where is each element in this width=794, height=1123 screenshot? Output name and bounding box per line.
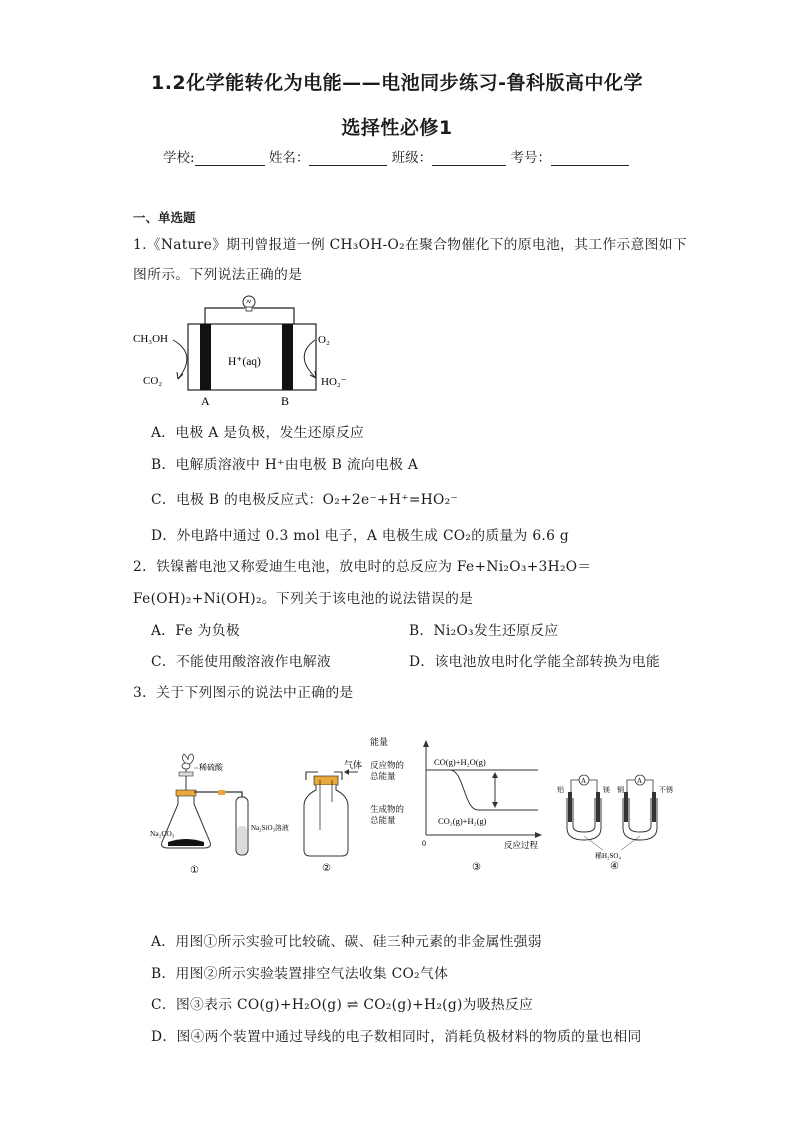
top-level-label: CO(g)+H₂O(g) [434, 757, 486, 767]
q3-figure1-apparatus [148, 752, 289, 880]
light-bulb-icon [243, 296, 255, 311]
q3-figure4-galvanic-cells [555, 770, 685, 875]
na2co3-label: Na₂CO₃ [150, 829, 175, 838]
page-title: 1.2化学能转化为电能——电池同步练习-鲁科版高中化学 [150, 72, 644, 94]
name-blank[interactable] [309, 151, 387, 166]
page-subtitle: 选择性必修1 [341, 117, 453, 139]
product-energy-label-1: 生成物的 [370, 804, 405, 814]
number-label: 考号： [510, 150, 551, 166]
class-blank[interactable] [432, 151, 506, 166]
school-blank[interactable] [195, 151, 265, 166]
reactant-energy-label-2: 总能量 [370, 771, 396, 781]
school-label: 学校: [163, 150, 195, 166]
name-label: 姓名： [268, 150, 310, 166]
q1-battery-diagram [128, 294, 358, 409]
q3-option-d[interactable]: D．图④两个装置中通过导线的电子数相同时，消耗负极材料的物质的量也相同 [151, 1029, 642, 1045]
bottom-level-label: CO₂(g)+H₂(g) [438, 816, 487, 826]
reaction-process-label: 反应过程 [504, 840, 539, 850]
acid-label: 稀硫酸 [199, 763, 223, 772]
na2sio3-label: Na₂SiO₃溶液 [251, 824, 289, 832]
q1-option-d[interactable]: D．外电路中通过 0.3 mol 电子，A 电极生成 CO₂的质量为 6.6 g [151, 528, 569, 544]
number-blank[interactable] [551, 151, 629, 166]
q2-option-d[interactable]: D．该电池放电时化学能全部转换为电能 [409, 654, 661, 670]
q1-option-a[interactable]: A．电极 A 是负极，发生还原反应 [151, 425, 365, 441]
o2-label: O₂ [318, 334, 330, 346]
ch3oh-label: CH₃OH [133, 333, 169, 345]
q2-stem-line2: Fe(OH)₂+Ni(OH)₂。下列关于该电池的说法错误的是 [133, 591, 474, 607]
electrode-b-label: B [281, 394, 290, 408]
electrolyte-label: H⁺(aq) [228, 356, 261, 368]
gas-label: 气体 [344, 760, 363, 770]
student-info-line [163, 146, 629, 166]
fig1-number: ① [190, 865, 199, 876]
energy-axis-label: 能量 [370, 737, 389, 747]
class-label: 班级： [391, 150, 433, 166]
ho2-label: HO₂⁻ [321, 376, 347, 388]
q3-figure2-gas-bottle [296, 760, 376, 875]
product-energy-label-2: 总能量 [370, 815, 396, 825]
q1-stem-line2: 图所示。下列说法正确的是 [133, 267, 303, 283]
fig4-number: ④ [610, 861, 619, 872]
section-heading: 一、单选题 [133, 210, 196, 225]
co2-label: CO₂ [143, 375, 163, 387]
q1-option-b[interactable]: B．电解质溶液中 H⁺由电极 B 流向电极 A [151, 457, 419, 473]
steel-label: 不锈 [659, 786, 673, 794]
q3-option-c[interactable]: C．图③表示 CO(g)+H₂O(g) ⇌ CO₂(g)+H₂(g)为吸热反应 [151, 997, 534, 1013]
q2-option-a[interactable]: A．Fe 为负极 [151, 623, 240, 639]
reactant-energy-label-1: 反应物的 [370, 760, 405, 770]
q3-stem: 3．关于下列图示的说法中正确的是 [133, 685, 354, 701]
ammeter1-label: A [581, 777, 587, 785]
q2-option-b[interactable]: B．Ni₂O₃发生还原反应 [409, 623, 559, 639]
q1-stem-line1: 1.《Nature》期刊曾报道一例 CH₃OH-O₂在聚合物催化下的原电池，其工作示意图如下 [133, 237, 687, 253]
cu-label: 铜 [617, 786, 624, 794]
al-label: 铝 [557, 786, 564, 794]
q1-option-c[interactable]: C．电极 B 的电极反应式：O₂+2e⁻+H⁺=HO₂⁻ [151, 492, 459, 508]
h2so4-label: 稀H₂SO₄ [595, 852, 621, 860]
q2-stem-line1: 2．铁镍蓄电池又称爱迪生电池，放电时的总反应为 Fe+Ni₂O₃+3H₂O＝ [133, 559, 592, 575]
q3-option-b[interactable]: B．用图②所示实验装置排空气法收集 CO₂气体 [151, 966, 449, 982]
origin-label: 0 [422, 839, 426, 848]
q3-option-a[interactable]: A．用图①所示实验可比较硫、碳、硅三种元素的非金属性强弱 [151, 934, 542, 950]
fig2-number: ② [322, 863, 331, 874]
q2-option-c[interactable]: C．不能使用酸溶液作电解液 [151, 654, 332, 670]
electrode-a-label: A [201, 394, 210, 408]
q3-figure3-energy-diagram [368, 730, 553, 880]
fig3-number: ③ [472, 862, 481, 873]
ammeter2-label: A [637, 777, 643, 785]
mg-label: 镁 [603, 786, 610, 794]
